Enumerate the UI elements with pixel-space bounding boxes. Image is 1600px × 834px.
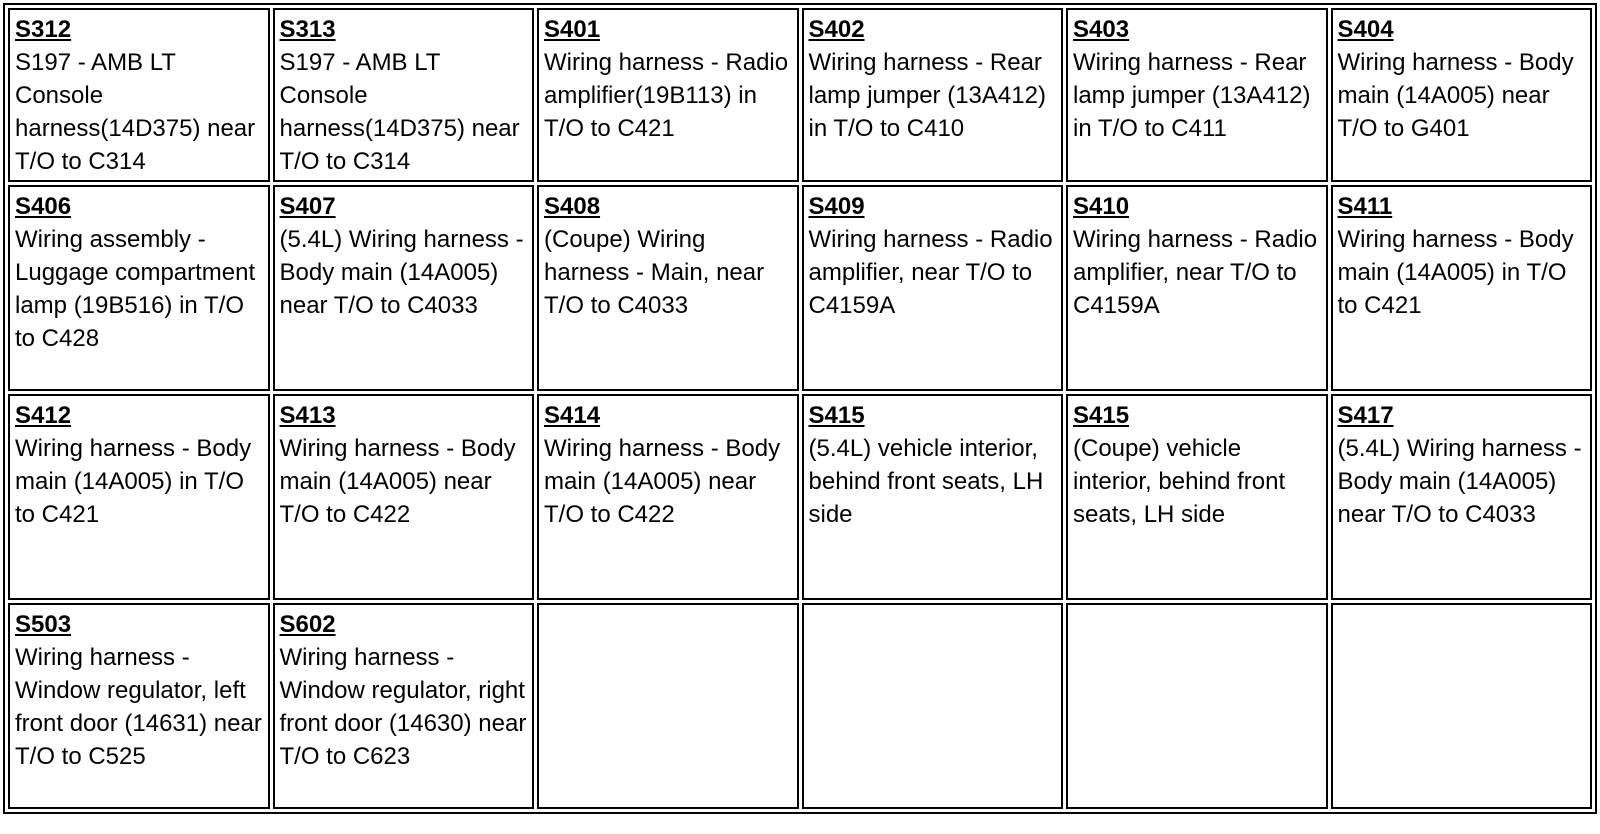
splice-cell [8,185,270,391]
splice-cell [1066,8,1328,182]
splice-description: Wiring harness - Body main (14A005) near T/O to G401 [1337,49,1574,142]
splice-cell [1066,394,1328,600]
splice-description: (5.4L) Wiring harness - Body main (14A005) near T/O to C4033 [279,226,524,319]
splice-cell [537,8,799,182]
splice-description: Wiring harness - Window regulator, left front door (14631) near T/O to C525 [15,644,262,770]
splice-cell [802,8,1064,182]
splice-id: S407 [279,193,336,220]
splice-table [3,3,1597,814]
splice-id: S409 [808,193,865,220]
splice-id: S404 [1337,16,1394,43]
table-row [8,603,1592,809]
splice-location-grid [3,3,1599,814]
splice-description: Wiring harness - Body main (14A005) near T/O to C422 [544,435,781,528]
splice-description: Wiring harness - Rear lamp jumper (13A412) in T/O to C411 [1073,49,1311,142]
splice-description: Wiring assembly - Luggage compartment lamp (19B516) in T/O to C428 [15,226,256,352]
splice-id: S413 [279,402,336,429]
table-row [8,394,1592,600]
splice-cell [537,185,799,391]
splice-description: (Coupe) Wiring harness - Main, near T/O to C4033 [544,226,765,319]
splice-description: Wiring harness - Radio amplifier, near T/O to C4159A [808,226,1053,319]
splice-description: Wiring harness - Rear lamp jumper (13A412) in T/O to C410 [808,49,1046,142]
table-row [8,185,1592,391]
splice-description: Wiring harness - Body main (14A005) near T/O to C422 [279,435,516,528]
splice-description: (5.4L) vehicle interior, behind front seats, LH side [808,435,1044,528]
splice-cell [8,603,270,809]
splice-id: S412 [15,402,72,429]
splice-id: S312 [15,16,72,43]
splice-description: Wiring harness - Radio amplifier(19B113) in T/O to C421 [544,49,789,142]
splice-description: (5.4L) Wiring harness - Body main (14A005) near T/O to C4033 [1337,435,1582,528]
splice-description: (Coupe) vehicle interior, behind front seats, LH side [1073,435,1286,528]
splice-cell [273,394,535,600]
splice-id: S415 [808,402,865,429]
splice-cell [273,603,535,809]
splice-description: Wiring harness - Window regulator, right front door (14630) near T/O to C623 [279,644,527,770]
splice-description: S197 - AMB LT Console harness(14D375) near T/O to C314 [15,49,256,175]
splice-id: S410 [1073,193,1130,220]
splice-description: Wiring harness - Radio amplifier, near T/O to C4159A [1073,226,1318,319]
splice-id: S313 [279,16,336,43]
splice-id: S417 [1337,402,1394,429]
splice-cell [1331,185,1593,391]
splice-description: S197 - AMB LT Console harness(14D375) near T/O to C314 [279,49,520,175]
splice-cell [1066,185,1328,391]
splice-id: S602 [279,611,336,638]
empty-cell [802,603,1064,809]
splice-id: S402 [808,16,865,43]
splice-cell [802,394,1064,600]
empty-cell [1331,603,1593,809]
splice-cell [8,8,270,182]
splice-cell [273,8,535,182]
splice-id: S415 [1073,402,1130,429]
splice-id: S406 [15,193,72,220]
splice-cell [537,394,799,600]
empty-cell [1066,603,1328,809]
splice-description: Wiring harness - Body main (14A005) in T/O to C421 [15,435,252,528]
splice-id: S411 [1337,193,1393,220]
splice-cell [273,185,535,391]
splice-description: Wiring harness - Body main (14A005) in T/O to C421 [1337,226,1574,319]
splice-cell [802,185,1064,391]
splice-id: S403 [1073,16,1130,43]
table-row [8,8,1592,182]
empty-cell [537,603,799,809]
splice-cell [1331,394,1593,600]
splice-id: S408 [544,193,601,220]
splice-cell [8,394,270,600]
splice-cell [1331,8,1593,182]
splice-id: S414 [544,402,601,429]
splice-id: S503 [15,611,72,638]
splice-id: S401 [544,16,601,43]
